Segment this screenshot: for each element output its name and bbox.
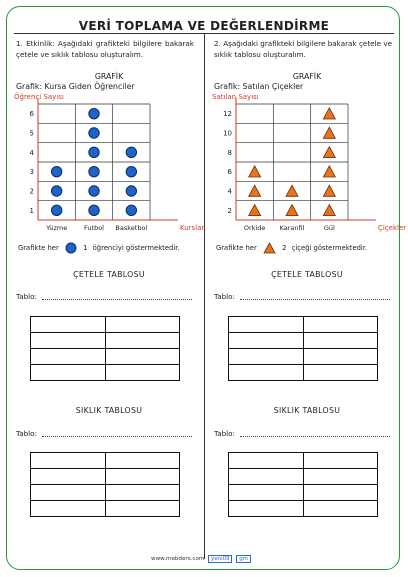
data-point [323,205,335,216]
right-column [212,34,407,554]
y-tick-label: 5 [29,129,34,138]
left-tally-table [30,316,180,381]
table-cell[interactable] [105,317,180,333]
right-freq-name-line[interactable] [240,436,390,437]
left-chart-heading: GRAFİK [94,72,124,81]
table-cell[interactable] [105,333,180,349]
left-tally-label: Tablo: [16,292,37,301]
y-tick-label: 2 [227,206,232,215]
x-tick-label: Basketbol [115,224,148,232]
data-point [89,108,99,118]
table-row [31,333,180,349]
data-point [249,205,261,216]
table-row [229,501,378,517]
left-tally-title: ÇETELE TABLOSU [73,270,145,279]
table-row [229,349,378,365]
table-cell[interactable] [303,485,378,501]
data-point [89,128,99,138]
data-point [323,147,335,158]
table-cell[interactable] [105,365,180,381]
right-tally-label: Tablo: [214,292,235,301]
table-cell[interactable] [31,365,106,381]
table-cell[interactable] [105,453,180,469]
x-tick-label: Futbol [84,224,104,232]
data-point [89,186,99,196]
table-row [31,485,180,501]
left-legend-prefix: Grafikte her [18,244,59,252]
table-cell[interactable] [31,349,106,365]
table-cell[interactable] [303,349,378,365]
table-cell[interactable] [31,317,106,333]
y-tick-label: 12 [223,110,232,119]
y-tick-label: 6 [29,110,34,119]
x-tick-label: Gül [323,224,335,232]
right-pictograph [212,93,407,234]
right-legend [216,242,367,254]
right-chart-heading: GRAFİK [292,72,322,81]
table-cell[interactable] [105,501,180,517]
right-tally-table [228,316,378,381]
right-legend-prefix: Grafikte her [216,244,257,252]
table-row [31,317,180,333]
right-tally-title: ÇETELE TABLOSU [271,270,343,279]
data-point [89,147,99,157]
table-cell[interactable] [229,469,304,485]
footer-site: www.mebders.com [151,556,205,562]
table-cell[interactable] [303,453,378,469]
right-freq-table [228,452,378,517]
table-row [31,469,180,485]
table-cell[interactable] [303,333,378,349]
data-point [51,186,61,196]
table-row [229,317,378,333]
footer-badge: yeni09 [208,555,232,563]
data-point [323,108,335,119]
x-axis-label: Kurslar [180,224,205,232]
column-divider [204,34,205,559]
data-point [89,166,99,176]
table-cell[interactable] [303,501,378,517]
table-row [31,365,180,381]
data-point [323,127,335,138]
data-point [286,185,298,196]
data-point [286,205,298,216]
table-cell[interactable] [31,501,106,517]
y-tick-label: 4 [29,148,34,157]
x-tick-label: Karanfil [279,224,305,232]
table-cell[interactable] [303,317,378,333]
right-legend-suffix: çiçeği göstermektedir. [291,244,368,252]
y-tick-label: 4 [227,187,232,196]
left-column [14,34,204,554]
right-freq-label: Tablo: [214,429,235,438]
data-point [249,185,261,196]
table-row [229,453,378,469]
x-axis-label: Çiçekler [378,224,407,232]
table-cell[interactable] [229,501,304,517]
left-freq-name-line[interactable] [42,436,192,437]
data-point [323,166,335,177]
right-instruction: 2. Aşağıdaki grafikteki bilgilere bakarak çetele ve sıklık tablosu oluşturalım. [214,39,392,59]
table-row [229,333,378,349]
x-tick-label: Yüzme [46,224,68,232]
table-row [31,453,180,469]
table-row [229,469,378,485]
table-cell[interactable] [31,453,106,469]
circle-icon [65,242,77,254]
left-pictograph [14,94,204,234]
x-tick-label: Orkide [243,224,266,232]
right-tally-name-line[interactable] [240,299,390,300]
table-cell[interactable] [229,349,304,365]
data-point [126,147,136,157]
left-instruction: 1. Etkinlik: Aşağıdaki grafikteki bilgilere bakarak çetele ve sıklık tablosu oluşturalım. [16,39,194,59]
right-legend-value: 2 [282,244,287,252]
data-point [249,166,261,177]
data-point [51,166,61,176]
y-tick-label: 10 [223,129,232,138]
data-point [51,205,61,215]
table-cell[interactable] [303,469,378,485]
right-freq-title: SIKLIK TABLOSU [273,406,341,415]
y-axis-label: Öğrenci Sayısı [14,93,64,101]
right-chart-subtitle: Grafik: Satılan Çiçekler [214,82,304,91]
table-row [229,485,378,501]
data-point [126,166,136,176]
table-row [31,501,180,517]
left-freq-table [30,452,180,517]
data-point [89,205,99,215]
y-tick-label: 8 [227,148,232,157]
page-title: VERİ TOPLAMA VE DEĞERLENDİRME [78,19,330,33]
y-axis-label: Satılan Sayısı [212,93,259,101]
left-freq-label: Tablo: [16,429,37,438]
left-tally-name-line[interactable] [42,299,192,300]
table-cell[interactable] [31,485,106,501]
data-point [126,186,136,196]
left-legend [18,242,180,254]
left-freq-title: SIKLIK TABLOSU [75,406,143,415]
data-point [323,185,335,196]
data-point [126,205,136,215]
table-row [31,349,180,365]
table-cell[interactable] [303,365,378,381]
left-legend-suffix: öğrenciyi göstermektedir. [92,244,180,252]
table-cell[interactable] [229,485,304,501]
y-tick-label: 3 [29,168,34,177]
table-cell[interactable] [31,333,106,349]
table-cell[interactable] [229,365,304,381]
table-cell[interactable] [105,469,180,485]
footer-badge: gm [236,555,251,563]
table-cell[interactable] [229,333,304,349]
table-cell[interactable] [229,317,304,333]
y-tick-label: 2 [29,187,34,196]
footer [151,555,251,563]
table-cell[interactable] [31,469,106,485]
y-tick-label: 1 [29,206,34,215]
table-cell[interactable] [105,349,180,365]
y-tick-label: 6 [227,168,232,177]
table-cell[interactable] [105,485,180,501]
table-row [229,365,378,381]
left-chart-subtitle: Grafik: Kursa Giden Öğrenciler [16,82,135,91]
triangle-icon [263,242,276,254]
table-cell[interactable] [229,453,304,469]
left-legend-value: 1 [83,244,88,252]
